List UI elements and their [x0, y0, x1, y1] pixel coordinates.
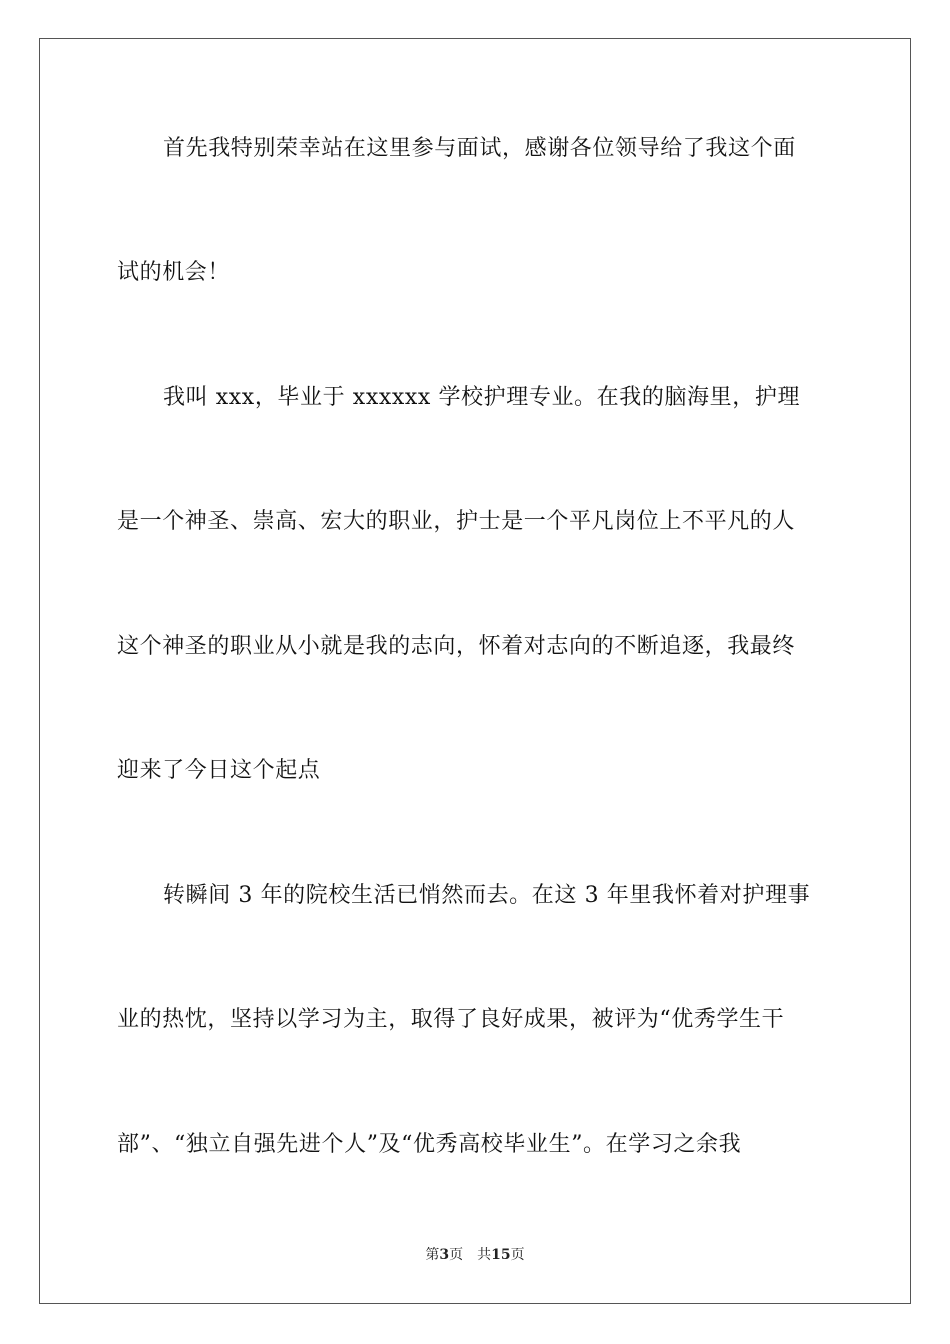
paragraph-2-line-2: 是一个神圣、崇高、宏大的职业，护士是一个平凡岗位上不平凡的人 — [117, 509, 796, 534]
page-footer — [0, 1246, 950, 1264]
paragraph-2-line-3: 这个神圣的职业从小就是我的志向，怀着对志向的不断追逐，我最终 — [117, 634, 796, 659]
total-pages: 15 — [491, 1247, 511, 1263]
paragraph-2-line-1: 我叫 xxx，毕业于 xxxxxx 学校护理专业。在我的脑海里，护理 — [163, 385, 801, 410]
paragraph-3-line-2: 业的热忱，坚持以学习为主，取得了良好成果，被评为“优秀学生干 — [117, 1007, 785, 1032]
page-suffix: 页 — [449, 1247, 464, 1263]
paragraph-2-line-4: 迎来了今日这个起点 — [117, 758, 321, 783]
paragraph-1-line-1: 首先我特别荣幸站在这里参与面试，感谢各位领导给了我这个面 — [163, 136, 796, 161]
page-prefix: 第 — [425, 1247, 440, 1263]
page-number: 3 — [439, 1247, 450, 1263]
total-suffix: 页 — [510, 1247, 525, 1263]
paragraph-3-line-3: 部”、“独立自强先进个人”及“优秀高校毕业生”。在学习之余我 — [117, 1132, 742, 1157]
page-border — [39, 38, 911, 1304]
total-prefix: 共 — [477, 1247, 492, 1263]
paragraph-1-line-2: 试的机会！ — [117, 260, 231, 285]
paragraph-3-line-1: 转瞬间 3 年的院校生活已悄然而去。在这 3 年里我怀着对护理事 — [163, 883, 811, 908]
